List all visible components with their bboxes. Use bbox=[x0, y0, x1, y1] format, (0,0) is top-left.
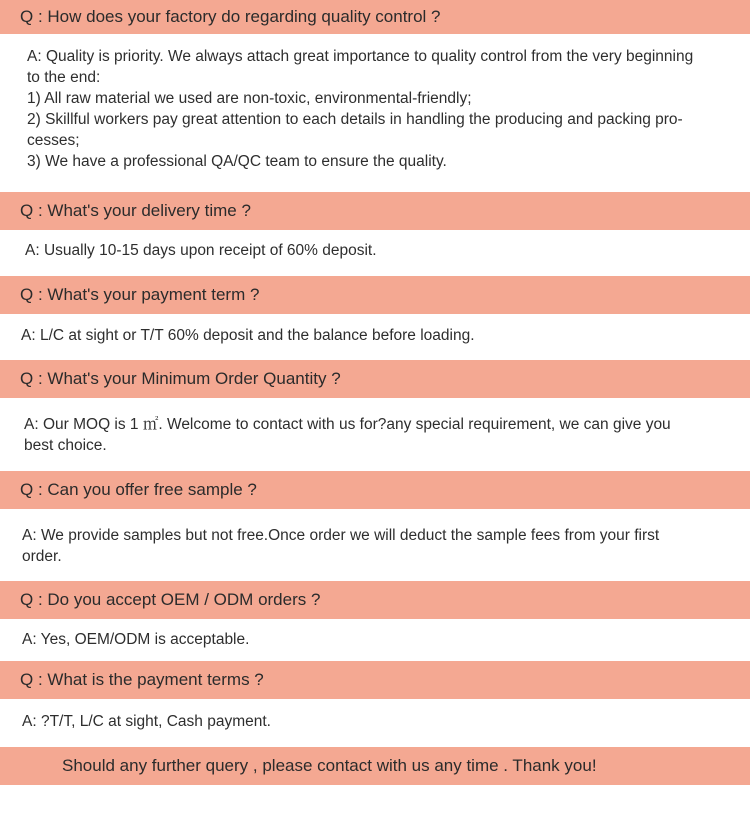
faq-answer-delivery-time bbox=[0, 240, 750, 261]
answer-line: cesses; bbox=[27, 132, 80, 149]
answer-line: A: L/C at sight or T/T 60% deposit and the balance before loading. bbox=[21, 327, 475, 344]
answer-line: A: ?T/T, L/C at sight, Cash payment. bbox=[22, 713, 271, 730]
faq-question-delivery-time bbox=[0, 192, 750, 230]
footer-text: Should any further query , please contact with us any time . Thank you! bbox=[62, 756, 597, 775]
question-text: Q : Do you accept OEM / ODM orders ? bbox=[20, 590, 321, 609]
answer-line: A: Usually 10-15 days upon receipt of 60% deposit. bbox=[25, 242, 377, 259]
answer-line: to the end: bbox=[27, 69, 101, 86]
question-text: Q : What's your Minimum Order Quantity ? bbox=[20, 369, 341, 388]
question-text: Q : What is the payment terms ? bbox=[20, 670, 264, 689]
question-text: Q : What's your delivery time ? bbox=[20, 201, 251, 220]
faq-question-oem-odm bbox=[0, 581, 750, 619]
faq-answer-quality-control bbox=[0, 46, 750, 172]
answer-line: A: Yes, OEM/ODM is acceptable. bbox=[22, 631, 250, 648]
answer-line: order. bbox=[22, 548, 62, 565]
answer-line: best choice. bbox=[24, 437, 107, 454]
faq-question-moq bbox=[0, 360, 750, 398]
faq-answer-payment-terms bbox=[0, 711, 750, 732]
faq-question-payment-term bbox=[0, 276, 750, 314]
faq-question-free-sample bbox=[0, 471, 750, 509]
answer-line: A: Quality is priority. We always attach great importance to quality control from the very beginning bbox=[27, 48, 694, 65]
faq-answer-moq bbox=[0, 414, 750, 456]
answer-line: A: Our MOQ is 1 ㎡. Welcome to contact with us for?any special requirement, we can give you bbox=[24, 416, 671, 433]
answer-line: A: We provide samples but not free.Once order we will deduct the sample fees from your first bbox=[22, 527, 660, 544]
answer-line: 2) Skillful workers pay great attention to each details in handling the producing and packing pro- bbox=[27, 111, 683, 128]
faq-answer-oem-odm bbox=[0, 629, 750, 650]
faq-question-quality-control bbox=[0, 0, 750, 34]
faq-answer-payment-term bbox=[0, 325, 750, 346]
question-text: Q : How does your factory do regarding quality control ? bbox=[20, 7, 441, 26]
question-text: Q : Can you offer free sample ? bbox=[20, 480, 257, 499]
answer-line: 1) All raw material we used are non-toxic, environmental-friendly; bbox=[27, 90, 472, 107]
faq-question-payment-terms bbox=[0, 661, 750, 699]
footer-banner bbox=[0, 747, 750, 785]
question-text: Q : What's your payment term ? bbox=[20, 285, 260, 304]
answer-line: 3) We have a professional QA/QC team to ensure the quality. bbox=[27, 153, 447, 170]
faq-answer-free-sample bbox=[0, 525, 750, 567]
